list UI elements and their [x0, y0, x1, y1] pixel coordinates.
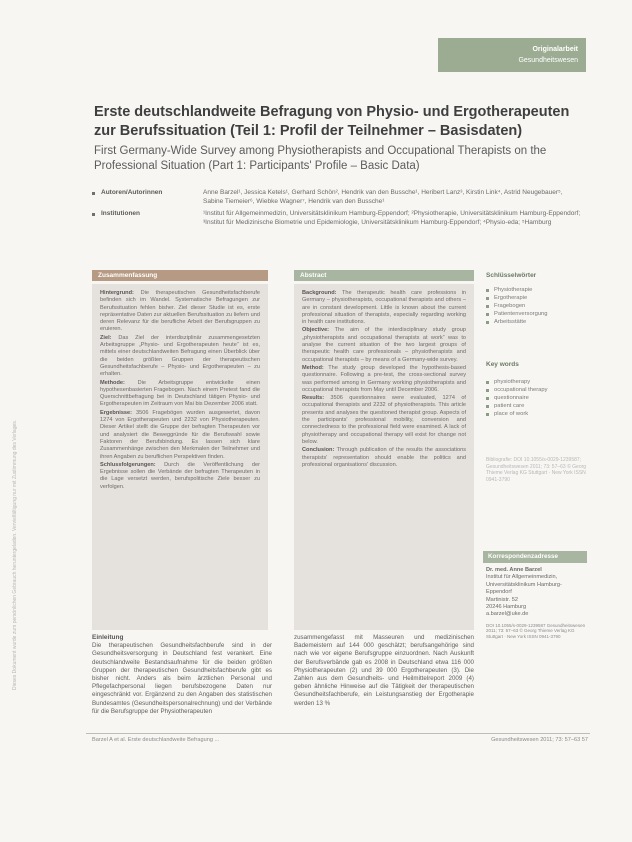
contact-heading: Korrespondenzadresse: [483, 551, 587, 563]
body-paragraph: Die therapeutischen Gesundheitsfachberufe sind in der Gesundheitsversorgung in Deutschland fest verankert. Eine deutschlandweite Bestandsaufnahme für die beiden größten Gruppen der therapeutischen Gesundheitsfachberufe gibt es bisher nicht. Anders als beim ärztlichen Personal und Pflegefachpersonal liegen berufsbezogene Daten nur eingeschränkt vor. Ergänzend zu den Angaben des statistischen Bundesamtes (Gesundheitspersonalrechnung) und der Verbände für die Berufsgruppe der Physiotherapeuten: [92, 642, 272, 715]
list-item: questionnaire: [486, 394, 548, 402]
zusammenfassung-heading: Zusammenfassung: [92, 270, 268, 281]
keywords-list: [486, 378, 548, 418]
contact-line: Dr. med. Anne Barzel: [486, 567, 542, 573]
list-item: Patientenversorgung: [486, 310, 548, 318]
schluesselwoerter-list: [486, 286, 548, 326]
results-text: 3506 questionnaires were evaluated, 1274 of occupational therapists and 2232 of physiotherapists. This article presents and analyses the questioned therapist group. Aspects of the participants' professional mobility, conversion and connectedness to the professional field were examined. A lack of physiotherapy and occupational therapy will exist for change not below.: [302, 395, 466, 445]
authors-text: Anne Barzel¹, Jessica Ketels¹, Gerhard Schön², Hendrik van den Bussche¹, Heribert Lanz³, Kirstin Link⁴, Astrid Neugebauer⁵, Sabine Tiemeier⁶, Wiebke Wagner⁷, Hendrik van den Bussche¹: [203, 189, 563, 205]
body-right-column: [294, 634, 474, 708]
conclusion-text: Through publication of the results the associations therapists' representation should enable the politics and professional organisations' discussion.: [302, 447, 466, 468]
bullet-icon: [92, 213, 95, 216]
hintergrund-text: Die therapeutischen Gesundheitsfachberufe befinden sich im Wandel. Systematische Befragungen zur Berufssituation fehlen bisher. Ziel dieser Studie ist es, erste repräsentative Daten zur aktuellen Berufssituation zu liefern und deren Relevanz für die berufliche Arbeit der Berufsgruppen zu eruieren.: [100, 290, 260, 333]
objective-text: The aim of the interdisciplinary study group „physiotherapists and occupational therapists at work“ was to analyse the current situation of the two largest groups of therapeutic health care professionals – physiotherapists and occupational therapists – by means of a Germany-wide survey.: [302, 327, 466, 363]
list-item: Fragebogen: [486, 302, 548, 310]
list-item: occupational therapy: [486, 386, 548, 394]
method-text: The study group developed the hypothesis-based questionnaire. Following a pre-test, the cross-sectional survey was performed among in Germany working physiotherapists and occupational therapists from May until December 2006.: [302, 364, 466, 393]
contact-email[interactable]: a.barzel@uke.de: [486, 611, 529, 618]
conclusion-label: Conclusion:: [302, 447, 335, 454]
body-left-column: [92, 634, 272, 716]
section-tag-line2: Gesundheitswesen: [518, 57, 578, 64]
section-heading: Einleitung: [92, 634, 124, 641]
abstract-box: [294, 284, 474, 630]
schluesselwoerter-heading: Schlüsselwörter: [486, 272, 537, 279]
contact-line: 20246 Hamburg: [486, 604, 527, 611]
ziel-label: Ziel:: [100, 334, 112, 341]
side-copyright-strip: [12, 110, 26, 690]
list-item: patient care: [486, 402, 548, 410]
footer-divider: [86, 733, 590, 734]
authors-label: Autoren/Autorinnen: [101, 189, 163, 196]
methode-text: Die Arbeitsgruppe entwickelte einen hypothesenbasierten Fragebogen. Nach einem Pretest fand die Querschnittbefragung bei in Deutschland tätigen Physio- und Ergotherapeuten im Zeitraum von Mai bis Dezember 2006 statt.: [100, 379, 260, 408]
contact-address: [486, 567, 586, 640]
list-item: Physiotherapie: [486, 286, 548, 294]
methode-label: Methode:: [100, 379, 125, 386]
zusammenfassung-box: [92, 284, 268, 630]
objective-label: Objective:: [302, 327, 330, 334]
section-tag-line1: Originalarbeit: [532, 46, 578, 53]
list-item: place of work: [486, 410, 548, 418]
footer-citation: Barzel A et al. Erste deutschlandweite Befragung ...: [92, 737, 220, 743]
background-label: Background:: [302, 290, 337, 296]
contact-line: Institut für Allgemeinmedizin, Universitätsklinikum Hamburg-Eppendorf: [486, 574, 562, 596]
institutions-label: Institutionen: [101, 210, 140, 217]
bibliography-note: Bibliografie: DOI 10.1055/s-0029-1239587; Gesundheitswesen 2011; 73: 57–63 © Georg Thieme Verlag KG Stuttgart · New York ISSN 0941-3790: [486, 457, 587, 483]
ziel-text: Das Ziel der interdisziplinär zusammengesetzten Arbeitsgruppe „Physio- und Ergotherapeuten heute“ ist es, mittels einer deutschlandweiten Befragung einen Überblick über die beiden größten Gruppen der therapeutischen Gesundheitsfachberufe – Physio- und Ergotherapeuten – zu erhalten.: [100, 334, 260, 378]
title-german: Erste deutschlandweite Befragung von Physio- und Ergotherapeuten zur Berufssituation (Teil 1: Profil der Teilnehmer – Basisdaten): [94, 104, 570, 139]
list-item: Ergotherapie: [486, 294, 548, 302]
bullet-icon: [92, 192, 95, 195]
method-label: Method:: [302, 364, 324, 371]
side-copyright-text: Dieses Dokument wurde zum persönlichen Gebrauch heruntergeladen. Vervielfältigung nur mit Zustimmung des Verlages.: [12, 419, 18, 690]
section-tag: [438, 38, 586, 72]
keywords-heading: Key words: [486, 361, 519, 368]
background-text: The therapeutic health care professions in Germany – physiotherapists, occupational therapists and others – are in constant development. Little is known about the current professional situation of therapists, especially regarding working in health care institutions.: [302, 290, 467, 326]
ergebnisse-label: Ergebnisse:: [100, 409, 133, 416]
abstract-heading: Abstract: [294, 270, 474, 281]
title-english: First Germany-Wide Survey among Physiotherapists and Occupational Therapists on the Professional Situation (Part 1: Participants' Profile – Basic Data): [94, 145, 547, 172]
body-paragraph: zusammengefasst mit Masseuren und medizinischen Bademeistern auf 144 000 geschätzt; berufsangehörige sind nach wie vor eigene Berufsgruppe einzuordnen. Nach Auskunft der Berufsverbände gab es 2008 in Deutschland etwa 116 000 Physiotherapeuten (2) und 39 000 Ergotherapeuten (3). Die Zahlen aus dem Gesundheits- und Heilmittelreport 2009 (4) geben ähnliche Hinweise auf die Tätigkeit der therapeutischen Gesundheitsfachberufe, ein Leistungsanstieg der Ergotherapie werden 13 %: [294, 634, 474, 707]
footer-journal-page: Gesundheitswesen 2011; 73: 57–63 57: [491, 737, 588, 743]
ergebnisse-text: 3506 Fragebögen wurden ausgewertet, davon 1274 von Ergotherapeuten und 2232 von Physiotherapeuten. Dieser Artikel stellt die Gruppe der befragten Therapeuten vor und analysiert die Beweggründe für die Berufswahl sowie Faktoren der Berufsbindung. Es lassen sich klare Zusammenhänge zwischen den Merkmalen der Teilnehmer und ihren Angaben zu beruflichen Perspektiven finden.: [100, 409, 260, 460]
contact-line: Martinistr. 52: [486, 596, 519, 603]
results-label: Results:: [302, 395, 325, 402]
schluss-label: Schlussfolgerungen:: [100, 461, 156, 468]
list-item: physiotherapy: [486, 378, 548, 386]
contact-small-print: DOI 10.1055/s-0029-1239587 Gesundheitswesen 2011; 73: 57–63 © Georg Thieme Verlag KG Stuttgart · New York ISSN 0941-3790: [486, 622, 586, 640]
hintergrund-label: Hintergrund:: [100, 290, 134, 296]
list-item: Arbeitsstätte: [486, 318, 548, 326]
institutions-text: ¹Institut für Allgemeinmedizin, Universitätsklinikum Hamburg-Eppendorf; ²Physiotherapie, Universitätsklinikum Hamburg-Eppendorf; ³Institut für Medizinische Biometrie und Epidemiologie, Universitätsklinikum Hamburg-Eppendorf; ⁴Physio-eda; ⁵Hamburg: [203, 210, 581, 226]
schluss-text: Durch die Veröffentlichung der Ergebnisse sollen die Verbände der befragten Therapeuten in die Lage versetzt werden, berufspolitische Ziele besser zu verfolgen.: [100, 461, 260, 490]
